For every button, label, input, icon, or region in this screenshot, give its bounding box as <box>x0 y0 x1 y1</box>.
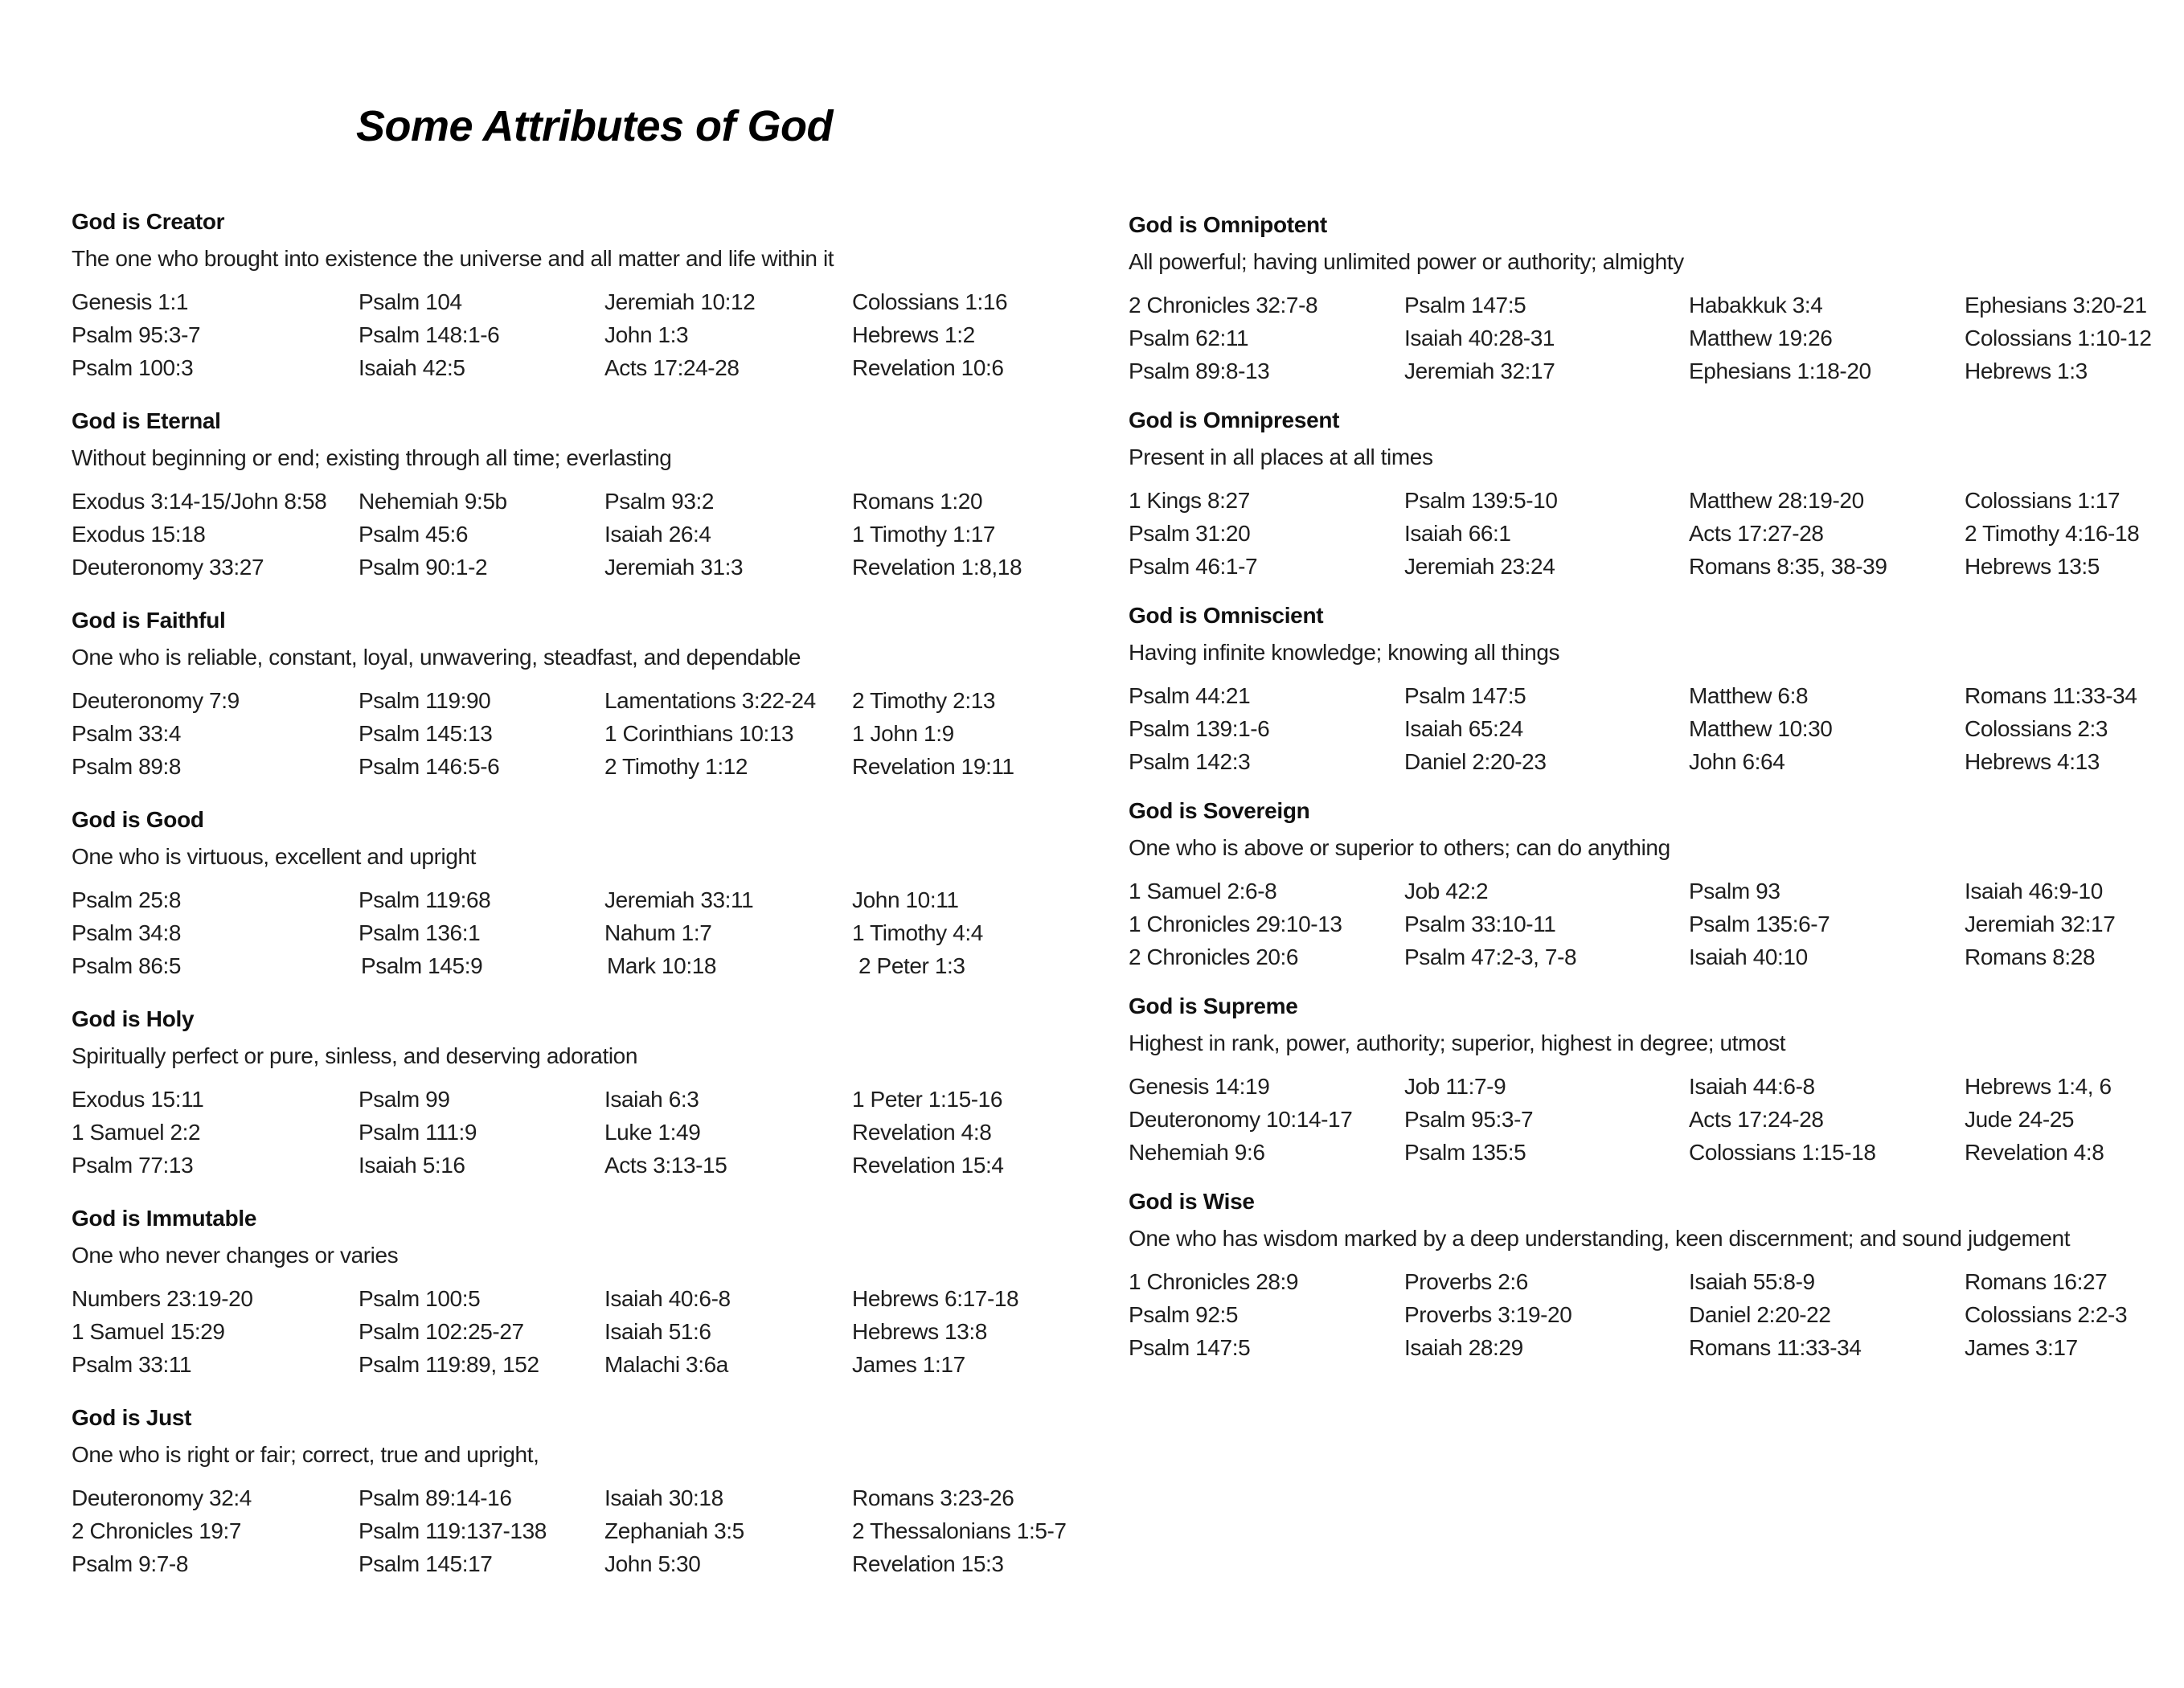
section-heading: God is Wise <box>1129 1189 1255 1214</box>
scripture-reference: Revelation 4:8 <box>852 1120 992 1145</box>
scripture-reference: Revelation 19:11 <box>852 754 1014 779</box>
scripture-reference: 2 Chronicles 32:7-8 <box>1129 293 1318 318</box>
scripture-reference: Deuteronomy 33:27 <box>72 555 264 580</box>
scripture-reference: John 6:64 <box>1689 749 1785 774</box>
scripture-reference: Psalm 104 <box>359 289 462 314</box>
scripture-reference: Hebrews 4:13 <box>1965 749 2100 774</box>
scripture-reference: Psalm 145:9 <box>361 953 483 978</box>
scripture-reference: Colossians 1:17 <box>1965 488 2120 513</box>
section-description: One who is reliable, constant, loyal, unwavering, steadfast, and dependable <box>72 645 801 670</box>
scripture-reference: Acts 17:24-28 <box>604 355 740 380</box>
scripture-reference: Isaiah 44:6-8 <box>1689 1074 1815 1099</box>
scripture-reference: Psalm 119:89, 152 <box>359 1352 539 1377</box>
section-heading: God is Creator <box>72 209 225 234</box>
scripture-reference: Hebrews 1:4, 6 <box>1965 1074 2112 1099</box>
scripture-reference: Psalm 45:6 <box>359 522 469 547</box>
scripture-reference: John 10:11 <box>852 887 959 912</box>
scripture-reference: Acts 17:27-28 <box>1689 521 1824 546</box>
scripture-reference: Deuteronomy 7:9 <box>72 688 240 713</box>
scripture-reference: Isaiah 40:6-8 <box>604 1286 731 1311</box>
scripture-reference: Jeremiah 32:17 <box>1404 358 1555 383</box>
scripture-reference: Mark 10:18 <box>607 953 717 978</box>
scripture-reference: 2 Thessalonians 1:5-7 <box>852 1518 1067 1543</box>
scripture-reference: Exodus 15:11 <box>72 1087 204 1112</box>
scripture-reference: Psalm 89:8-13 <box>1129 358 1270 383</box>
scripture-reference: 1 Timothy 4:4 <box>852 920 983 945</box>
scripture-reference: Daniel 2:20-23 <box>1404 749 1547 774</box>
scripture-reference: Isaiah 65:24 <box>1404 716 1523 741</box>
scripture-reference: Romans 16:27 <box>1965 1269 2108 1294</box>
scripture-reference: Colossians 2:3 <box>1965 716 2108 741</box>
scripture-reference: Isaiah 42:5 <box>359 355 465 380</box>
scripture-reference: Isaiah 26:4 <box>604 522 711 547</box>
scripture-reference: Psalm 119:137-138 <box>359 1518 547 1543</box>
scripture-reference: 1 Corinthians 10:13 <box>604 721 794 746</box>
scripture-reference: Psalm 100:3 <box>72 355 194 380</box>
scripture-reference: Acts 3:13-15 <box>604 1153 727 1178</box>
scripture-reference: Romans 8:28 <box>1965 944 2096 969</box>
scripture-reference: Psalm 139:1-6 <box>1129 716 1270 741</box>
section-heading: God is Omnipotent <box>1129 212 1327 237</box>
scripture-reference: 1 Peter 1:15-16 <box>852 1087 1003 1112</box>
section-description: The one who brought into existence the universe and all matter and life within it <box>72 246 834 271</box>
scripture-reference: Nahum 1:7 <box>604 920 712 945</box>
scripture-reference: Psalm 44:21 <box>1129 683 1251 708</box>
scripture-reference: Psalm 142:3 <box>1129 749 1251 774</box>
scripture-reference: Colossians 2:2-3 <box>1965 1302 2128 1327</box>
scripture-reference: Isaiah 40:10 <box>1689 944 1808 969</box>
section-description: Without beginning or end; existing through all time; everlasting <box>72 445 672 470</box>
scripture-reference: Isaiah 66:1 <box>1404 521 1511 546</box>
section-description: Highest in rank, power, authority; superior, highest in degree; utmost <box>1129 1030 1786 1055</box>
scripture-reference: Psalm 33:4 <box>72 721 182 746</box>
scripture-reference: Jeremiah 32:17 <box>1965 912 2116 936</box>
scripture-reference: Job 11:7-9 <box>1404 1074 1506 1099</box>
section-description: All powerful; having unlimited power or authority; almighty <box>1129 249 1684 274</box>
scripture-reference: Romans 11:33-34 <box>1689 1335 1862 1360</box>
scripture-reference: Psalm 33:11 <box>72 1352 192 1377</box>
scripture-reference: Isaiah 55:8-9 <box>1689 1269 1815 1294</box>
scripture-reference: Colossians 1:16 <box>852 289 1008 314</box>
scripture-reference: Psalm 111:9 <box>359 1120 477 1145</box>
scripture-reference: Psalm 119:68 <box>359 887 491 912</box>
scripture-reference: Psalm 31:20 <box>1129 521 1251 546</box>
scripture-reference: Deuteronomy 10:14-17 <box>1129 1107 1353 1132</box>
scripture-reference: Hebrews 1:2 <box>852 322 975 347</box>
scripture-reference: Jeremiah 31:3 <box>604 555 744 580</box>
scripture-reference: Jeremiah 33:11 <box>604 887 754 912</box>
section-heading: God is Omniscient <box>1129 603 1324 628</box>
scripture-reference: Job 42:2 <box>1404 879 1489 903</box>
scripture-reference: 2 Chronicles 20:6 <box>1129 944 1299 969</box>
scripture-reference: Psalm 25:8 <box>72 887 182 912</box>
scripture-reference: Revelation 4:8 <box>1965 1140 2104 1165</box>
scripture-reference: Revelation 15:3 <box>852 1551 1004 1576</box>
scripture-reference: Malachi 3:6a <box>604 1352 728 1377</box>
scripture-reference: Ephesians 3:20-21 <box>1965 293 2147 318</box>
scripture-reference: Habakkuk 3:4 <box>1689 293 1823 318</box>
scripture-reference: 1 Kings 8:27 <box>1129 488 1250 513</box>
scripture-reference: Revelation 10:6 <box>852 355 1004 380</box>
scripture-reference: Psalm 93:2 <box>604 489 715 514</box>
scripture-reference: Isaiah 28:29 <box>1404 1335 1523 1360</box>
section-heading: God is Faithful <box>72 608 226 633</box>
scripture-reference: Jude 24-25 <box>1965 1107 2075 1132</box>
scripture-reference: Isaiah 6:3 <box>604 1087 699 1112</box>
scripture-reference: Hebrews 13:5 <box>1965 554 2100 579</box>
scripture-reference: Matthew 10:30 <box>1689 716 1833 741</box>
scripture-reference: Genesis 1:1 <box>72 289 189 314</box>
scripture-reference: Hebrews 6:17-18 <box>852 1286 1019 1311</box>
scripture-reference: Psalm 119:90 <box>359 688 491 713</box>
section-description: Having infinite knowledge; knowing all things <box>1129 640 1560 665</box>
section-heading: God is Good <box>72 807 204 832</box>
scripture-reference: Psalm 9:7-8 <box>72 1551 188 1576</box>
scripture-reference: Proverbs 3:19-20 <box>1404 1302 1572 1327</box>
scripture-reference: Psalm 47:2-3, 7-8 <box>1404 944 1577 969</box>
section-heading: God is Immutable <box>72 1206 257 1231</box>
scripture-reference: Luke 1:49 <box>604 1120 701 1145</box>
section-description: One who is right or fair; correct, true and upright, <box>72 1442 539 1467</box>
scripture-reference: Genesis 14:19 <box>1129 1074 1270 1099</box>
scripture-reference: Isaiah 30:18 <box>604 1485 723 1510</box>
scripture-reference: Psalm 90:1-2 <box>359 555 488 580</box>
scripture-reference: James 3:17 <box>1965 1335 2078 1360</box>
page-title: Some Attributes of God <box>356 102 833 150</box>
scripture-reference: Matthew 6:8 <box>1689 683 1809 708</box>
scripture-reference: Exodus 3:14-15/John 8:58 <box>72 489 327 514</box>
scripture-reference: Romans 3:23-26 <box>852 1485 1014 1510</box>
scripture-reference: Hebrews 1:3 <box>1965 358 2088 383</box>
scripture-reference: Psalm 33:10-11 <box>1404 912 1556 936</box>
scripture-reference: Psalm 92:5 <box>1129 1302 1239 1327</box>
scripture-reference: Hebrews 13:8 <box>852 1319 987 1344</box>
scripture-reference: Psalm 95:3-7 <box>1404 1107 1534 1132</box>
scripture-reference: Psalm 93 <box>1689 879 1780 903</box>
scripture-reference: Psalm 46:1-7 <box>1129 554 1258 579</box>
scripture-reference: Psalm 147:5 <box>1129 1335 1251 1360</box>
scripture-reference: Psalm 77:13 <box>72 1153 194 1178</box>
scripture-reference: 2 Peter 1:3 <box>858 953 965 978</box>
scripture-reference: Psalm 86:5 <box>72 953 182 978</box>
scripture-reference: Psalm 146:5-6 <box>359 754 500 779</box>
scripture-reference: 1 Samuel 2:2 <box>72 1120 201 1145</box>
scripture-reference: 2 Timothy 1:12 <box>604 754 748 779</box>
scripture-reference: 1 Chronicles 29:10-13 <box>1129 912 1342 936</box>
scripture-reference: Psalm 62:11 <box>1129 326 1249 350</box>
scripture-reference: Proverbs 2:6 <box>1404 1269 1528 1294</box>
scripture-reference: Psalm 135:5 <box>1404 1140 1526 1165</box>
section-description: Present in all places at all times <box>1129 445 1433 469</box>
section-description: One who never changes or varies <box>72 1243 399 1268</box>
scripture-reference: Psalm 34:8 <box>72 920 182 945</box>
scripture-reference: Colossians 1:10-12 <box>1965 326 2152 350</box>
scripture-reference: 2 Chronicles 19:7 <box>72 1518 242 1543</box>
scripture-reference: Romans 1:20 <box>852 489 983 514</box>
scripture-reference: Exodus 15:18 <box>72 522 206 547</box>
scripture-reference: Psalm 147:5 <box>1404 293 1526 318</box>
scripture-reference: Psalm 147:5 <box>1404 683 1526 708</box>
scripture-reference: 1 Samuel 15:29 <box>72 1319 225 1344</box>
scripture-reference: Colossians 1:15-18 <box>1689 1140 1876 1165</box>
scripture-reference: 2 Timothy 2:13 <box>852 688 996 713</box>
scripture-reference: Isaiah 40:28-31 <box>1404 326 1555 350</box>
section-heading: God is Just <box>72 1405 192 1430</box>
scripture-reference: Romans 11:33-34 <box>1965 683 2137 708</box>
section-heading: God is Supreme <box>1129 994 1298 1018</box>
scripture-reference: Psalm 89:14-16 <box>359 1485 512 1510</box>
scripture-reference: Daniel 2:20-22 <box>1689 1302 1831 1327</box>
scripture-reference: Numbers 23:19-20 <box>72 1286 253 1311</box>
scripture-reference: Matthew 28:19-20 <box>1689 488 1864 513</box>
scripture-reference: Psalm 136:1 <box>359 920 481 945</box>
scripture-reference: Psalm 89:8 <box>72 754 182 779</box>
section-heading: God is Omnipresent <box>1129 408 1340 432</box>
scripture-reference: Revelation 1:8,18 <box>852 555 1022 580</box>
scripture-reference: Nehemiah 9:5b <box>359 489 507 514</box>
scripture-reference: 1 Samuel 2:6-8 <box>1129 879 1277 903</box>
scripture-reference: John 5:30 <box>604 1551 701 1576</box>
scripture-reference: Psalm 95:3-7 <box>72 322 201 347</box>
scripture-reference: Jeremiah 10:12 <box>604 289 756 314</box>
scripture-reference: Psalm 145:17 <box>359 1551 493 1576</box>
section-heading: God is Holy <box>72 1006 195 1031</box>
scripture-reference: 2 Timothy 4:16-18 <box>1965 521 2140 546</box>
section-description: One who is virtuous, excellent and upright <box>72 844 477 869</box>
section-heading: God is Eternal <box>72 408 221 433</box>
scripture-reference: Psalm 148:1-6 <box>359 322 500 347</box>
scripture-reference: Acts 17:24-28 <box>1689 1107 1824 1132</box>
scripture-reference: Psalm 102:25-27 <box>359 1319 524 1344</box>
scripture-reference: Deuteronomy 32:4 <box>72 1485 252 1510</box>
scripture-reference: Lamentations 3:22-24 <box>604 688 816 713</box>
scripture-reference: 1 Timothy 1:17 <box>852 522 996 547</box>
scripture-reference: Psalm 145:13 <box>359 721 493 746</box>
section-description: One who has wisdom marked by a deep understanding, keen discernment; and sound judgement <box>1129 1226 2071 1251</box>
scripture-reference: Psalm 139:5-10 <box>1404 488 1558 513</box>
scripture-reference: Isaiah 46:9-10 <box>1965 879 2103 903</box>
scripture-reference: Nehemiah 9:6 <box>1129 1140 1265 1165</box>
scripture-reference: 1 John 1:9 <box>852 721 954 746</box>
scripture-reference: Revelation 15:4 <box>852 1153 1004 1178</box>
scripture-reference: John 1:3 <box>604 322 689 347</box>
section-description: Spiritually perfect or pure, sinless, and deserving adoration <box>72 1043 637 1068</box>
scripture-reference: 1 Chronicles 28:9 <box>1129 1269 1299 1294</box>
scripture-reference: James 1:17 <box>852 1352 965 1377</box>
scripture-reference: Matthew 19:26 <box>1689 326 1833 350</box>
scripture-reference: Romans 8:35, 38-39 <box>1689 554 1887 579</box>
scripture-reference: Ephesians 1:18-20 <box>1689 358 1871 383</box>
scripture-reference: Psalm 99 <box>359 1087 450 1112</box>
scripture-reference: Isaiah 51:6 <box>604 1319 711 1344</box>
scripture-reference: Jeremiah 23:24 <box>1404 554 1555 579</box>
scripture-reference: Psalm 135:6-7 <box>1689 912 1830 936</box>
section-heading: God is Sovereign <box>1129 798 1310 823</box>
scripture-reference: Isaiah 5:16 <box>359 1153 465 1178</box>
scripture-reference: Zephaniah 3:5 <box>604 1518 744 1543</box>
scripture-reference: Psalm 100:5 <box>359 1286 481 1311</box>
section-description: One who is above or superior to others; can do anything <box>1129 835 1670 860</box>
